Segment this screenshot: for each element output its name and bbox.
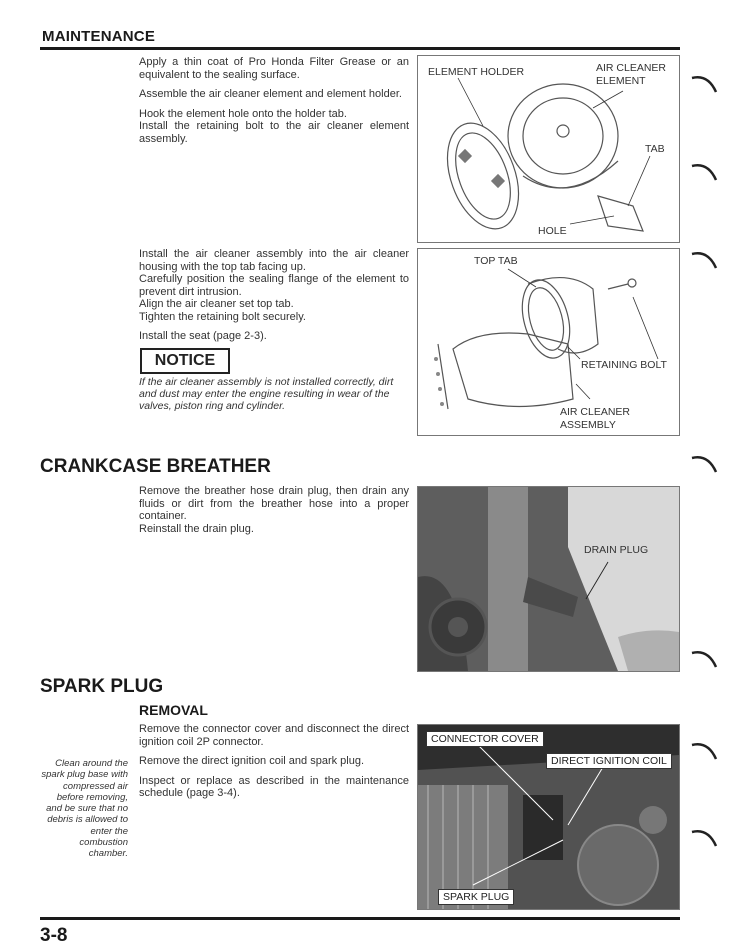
air-cleaner-steps — [139, 56, 409, 152]
removal-subtitle: REMOVAL — [139, 702, 208, 718]
air-cleaner-assembly-illustration — [418, 249, 679, 435]
label-element-holder: ELEMENT HOLDER — [428, 66, 525, 78]
step-assemble: Assemble the air cleaner element and element holder. — [139, 88, 402, 100]
margin-mark — [690, 647, 720, 669]
step-install-seat: Install the seat (page 2-3). — [139, 330, 267, 342]
drain-plug-photo — [418, 487, 679, 671]
step-grease: Apply a thin coat of Pro Honda Filter Grease or an equivalent to the sealing surface. — [139, 56, 409, 81]
label-drain-plug: DRAIN PLUG — [584, 544, 649, 556]
margin-mark — [690, 826, 720, 848]
figure-air-cleaner-assembly — [417, 248, 680, 436]
margin-mark — [690, 452, 720, 474]
spark-plug-side-note: Clean around the spark plug base with compressed air before removing, and be sure that no debris is allowed to enter the combustion chamber. — [41, 758, 128, 860]
step-remove-coil: Remove the direct ignition coil and spark plug. — [139, 755, 365, 767]
notice-text: If the air cleaner assembly is not installed correctly, dirt and dust may enter the engine resulting in wear of the valves, piston ring and cylinder. — [139, 376, 394, 412]
section-header: MAINTENANCE — [42, 28, 156, 45]
crankcase-breather-title: CRANKCASE BREATHER — [40, 456, 271, 477]
label-direct-ignition-coil: DIRECT IGNITION COIL — [546, 753, 672, 769]
spark-plug-steps — [139, 723, 409, 807]
step-install: Install the air cleaner assembly into the air cleaner housing with the top tab facing up. Carefully position the sealing flange of the element to prevent dirt intrusion. Align the air cleaner set top tab. Tighten the retaining bolt securely. — [139, 248, 409, 323]
margin-mark — [690, 248, 720, 270]
spark-plug-title: SPARK PLUG — [40, 676, 164, 697]
figure-spark-plug-photo — [417, 724, 680, 910]
install-steps — [139, 248, 409, 350]
page-number: 3-8 — [40, 925, 68, 946]
header-rule — [40, 47, 680, 50]
label-tab: TAB — [645, 143, 665, 155]
margin-mark — [690, 72, 720, 94]
label-hole: HOLE — [538, 225, 567, 237]
footer-rule — [40, 917, 680, 920]
crankcase-breather-text: Remove the breather hose drain plug, then drain any fluids or dirt from the breather hose into a proper container. Reinstall the drain plug. — [139, 485, 409, 535]
step-remove-cover: Remove the connector cover and disconnect the direct ignition coil 2P connector. — [139, 723, 409, 748]
step-inspect: Inspect or replace as described in the maintenance schedule (page 3-4). — [139, 774, 409, 799]
label-top-tab: TOP TAB — [474, 255, 518, 267]
margin-mark — [690, 160, 720, 182]
label-air-cleaner-assembly: AIR CLEANER ASSEMBLY — [560, 406, 631, 431]
notice-label: NOTICE — [140, 348, 230, 374]
label-retaining-bolt: RETAINING BOLT — [581, 359, 667, 371]
label-connector-cover: CONNECTOR COVER — [426, 731, 544, 747]
margin-mark — [690, 739, 720, 761]
label-spark-plug: SPARK PLUG — [438, 889, 514, 905]
step-hook: Hook the element hole onto the holder tab. Install the retaining bolt to the air cleaner element assembly. — [139, 107, 409, 145]
figure-drain-plug-photo — [417, 486, 680, 672]
label-air-cleaner-element: AIR CLEANER ELEMENT — [596, 62, 667, 87]
figure-element-holder — [417, 55, 680, 243]
